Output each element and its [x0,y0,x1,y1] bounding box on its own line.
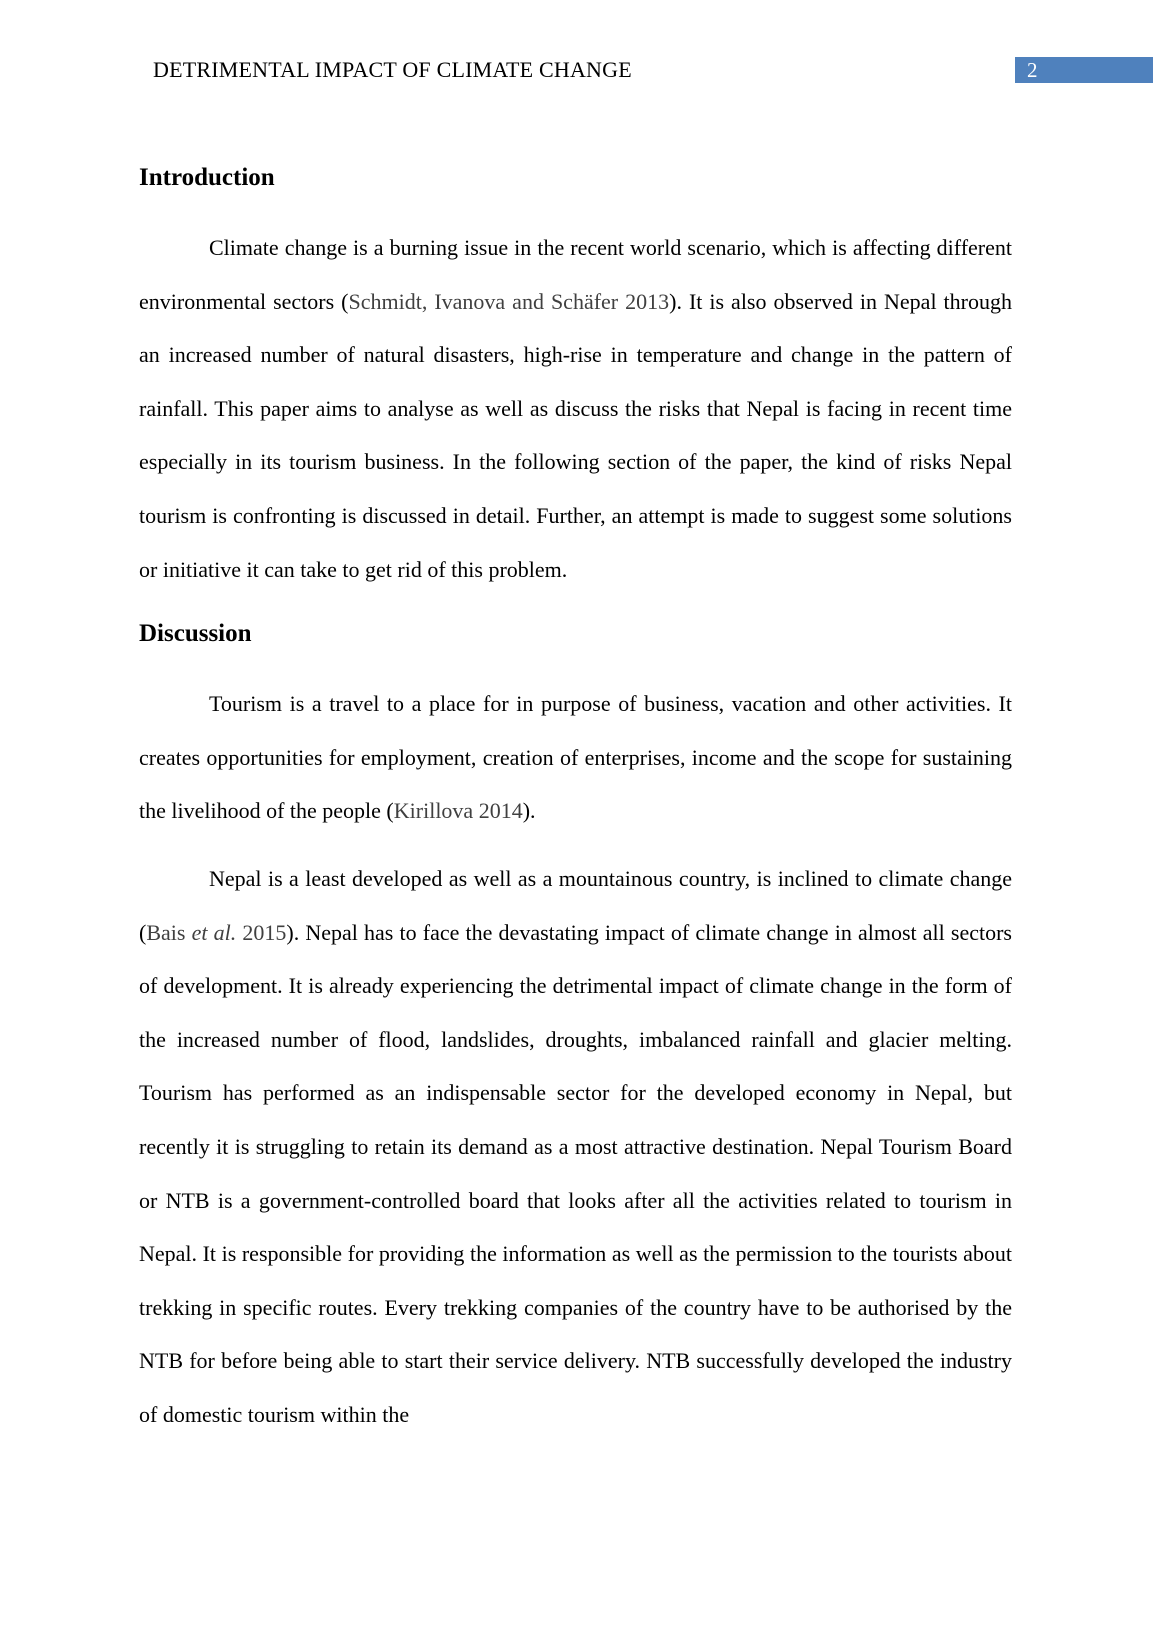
citation-kirillova: Kirillova 2014 [393,798,523,824]
disc2-text-1: Nepal is a least developed as well as a mountainous country, is inclined to climate change ( [139,865,1012,945]
discussion-paragraph-1 [139,677,1012,838]
page-number: 2 [1027,58,1038,82]
citation-bais-author: Bais [146,919,192,945]
page-number-box [1015,57,1153,83]
citation-bais-year: 2015 [236,919,287,945]
citation-schmidt: Schmidt, Ivanova and Schäfer 2013 [348,288,670,314]
citation-bais-etal: et al. [191,919,237,945]
document-body [139,150,1012,1441]
disc1-text-2: ). [522,798,536,824]
running-head: DETRIMENTAL IMPACT OF CLIMATE CHANGE [153,57,632,82]
disc2-text-2: ). Nepal has to face the devastating impact of climate change in almost all sectors of development. It is already experiencing the detrimental impact of climate change in the form of the increased number of flood, landslides, droughts, imbalanced rainfall and glacier melting. Tourism has performed as an indispensable sector for the developed economy in Nepal, but recently it is struggling to retain its demand as a most attractive destination. Nepal Tourism Board or NTB is a government-controlled board that looks after all the activities related to tourism in Nepal. It is responsible for providing the information as well as the permission to the tourists about trekking in specific routes. Every trekking companies of the country have to be authorised by the NTB for before being able to start their service delivery. NTB successfully developed the industry of domestic tourism within the [139,919,1012,1427]
discussion-paragraph-2 [139,852,1012,1442]
introduction-heading: Introduction [139,164,275,191]
introduction-paragraph [139,221,1012,596]
disc1-text-1: Tourism is a travel to a place for in purpose of business, vacation and other activities. It creates opportunities for employment, creation of enterprises, income and the scope for sustaining the livelihood of the people ( [139,691,1012,824]
intro-text-2: ). It is also observed in Nepal through an increased number of natural disasters, high-rise in temperature and change in the pattern of rainfall. This paper aims to analyse as well as discuss the risks that Nepal is facing in recent time especially in its tourism business. In the following section of the paper, the kind of risks Nepal tourism is confronting is discussed in detail. Further, an attempt is made to suggest some solutions or initiative it can take to get rid of this problem. [139,288,1012,582]
intro-text-1: Climate change is a burning issue in the recent world scenario, which is affecting different environmental sectors ( [139,235,1012,314]
discussion-heading: Discussion [139,620,252,648]
